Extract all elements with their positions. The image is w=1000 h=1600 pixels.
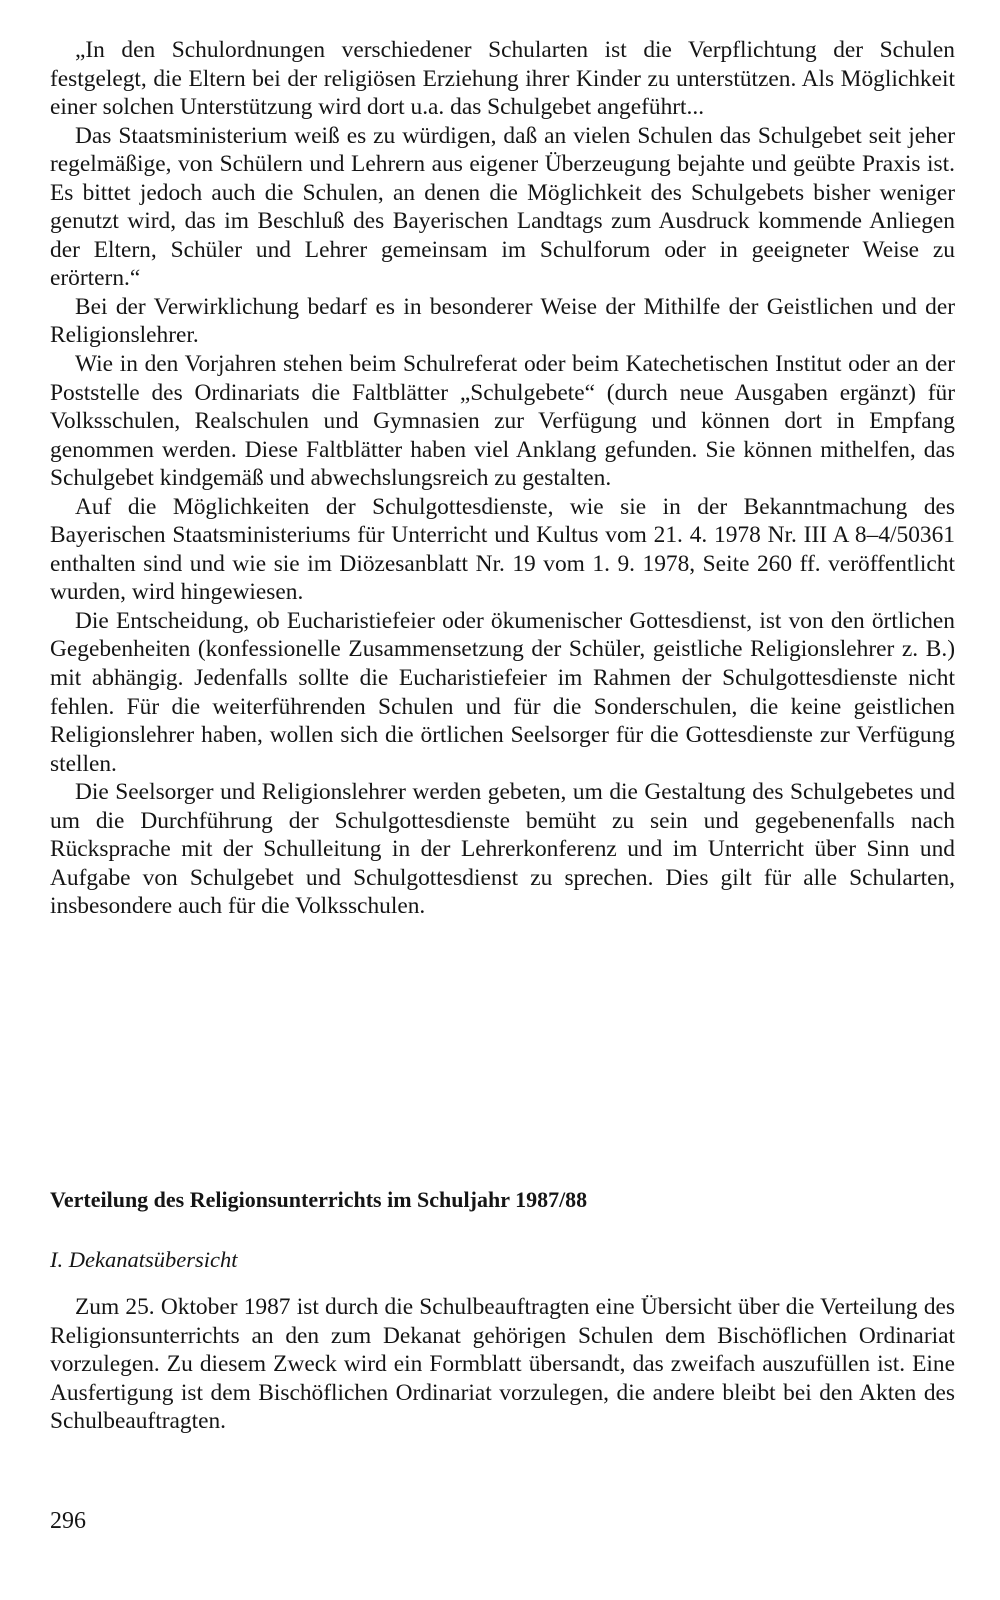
paragraph-mithilfe: Bei der Verwirklichung bedarf es in besonderer Weise der Mithilfe der Geistlichen und der Religionslehrer.: [50, 293, 955, 349]
paragraph-dekanatsuebersicht: Zum 25. Oktober 1987 ist durch die Schulbeauftragten eine Übersicht über die Verteilung des Religionsunterrichts an den zum Dekanat gehörigen Schulen dem Bischöflichen Ordinariat vorzulegen. Zu diesem Zweck wird ein Formblatt übersandt, das zweifach auszufüllen ist. Eine Ausfertigung ist dem Bischöflichen Ordinariat vorzulegen, die andere bleibt bei den Akten des Schulbeauftragten.: [50, 1294, 955, 1434]
paragraph-eucharistiefeier: Die Entscheidung, ob Eucharistiefeier oder ökumenischer Gottesdienst, ist von den örtlichen Gegebenheiten (konfessionelle Zusammensetzung der Schüler, geistliche Religionslehrer z. B.) mit abhängig. Jedenfalls sollte die Eucharistiefeier im Rahmen der Schulgottesdienste nicht fehlen. Für die weiterführenden Schulen und für die Sonderschulen, die keine geistlichen Religionslehrer haben, wollen sich die örtlichen Seelsorger für die Gottesdienste zur Verfügung stellen.: [50, 607, 955, 777]
subsection-heading: I. Dekanatsübersicht: [50, 1247, 238, 1272]
section-heading: Verteilung des Religionsunterrichts im Schuljahr 1987/88: [50, 1187, 588, 1212]
paragraph-staatsministerium: Das Staatsministerium weiß es zu würdigen, daß an vielen Schulen das Schulgebet seit jeher regelmäßige, von Schülern und Lehrern aus eigener Überzeugung bejahte und geübte Praxis ist. Es bittet jedoch auch die Schulen, an denen die Möglichkeit des Schulgebets bisher weniger genutzt wird, das im Beschluß des Bayerischen Landtags zum Ausdruck kommende Anliegen der Eltern, Schüler und Lehrer gemeinsam im Schulforum oder in geeigneter Weise zu erörtern.“: [50, 122, 955, 292]
paragraph-schulordnungen-quote: „In den Schulordnungen verschiedener Schularten ist die Verpflichtung der Schulen festgelegt, die Eltern bei der religiösen Erziehung ihrer Kinder zu unterstützen. Als Möglichkeit einer solchen Unterstützung wird dort u.a. das Schulgebet angeführt...: [50, 37, 955, 121]
section-text: [50, 1293, 955, 1436]
page-number: 296: [50, 1508, 86, 1534]
paragraph-faltblaetter: Wie in den Vorjahren stehen beim Schulreferat oder beim Katechetischen Institut oder an der Poststelle des Ordinariats die Faltblätter „Schulgebete“ (durch neue Ausgaben ergänzt) für Volksschulen, Realschulen und Gymnasien zur Verfügung und können dort in Empfang genommen werden. Diese Faltblätter haben viel Anklang gefunden. Sie können mithelfen, das Schulgebet kindgemäß und abwechslungsreich zu gestalten.: [50, 351, 955, 492]
body-text: [50, 36, 955, 921]
paragraph-schulgottesdienste: Auf die Möglichkeiten der Schulgottesdienste, wie sie in der Bekanntmachung des Bayerischen Staatsministeriums für Unterricht und Kultus vom 21. 4. 1978 Nr. III A 8–4/50361 enthalten sind und wie sie im Diözesanblatt Nr. 19 vom 1. 9. 1978, Seite 260 ff. veröffentlicht wurden, wird hingewiesen.: [50, 493, 955, 606]
paragraph-seelsorger: Die Seelsorger und Religionslehrer werden gebeten, um die Gestaltung des Schulgebetes und um die Durchführung der Schulgottesdienste bemüht zu sein und gegebenenfalls nach Rücksprache mit der Schulleitung in der Lehrerkonferenz und im Unterricht über Sinn und Aufgabe von Schulgebet und Schulgottesdienst zu sprechen. Dies gilt für alle Schularten, insbesondere auch für die Volksschulen.: [50, 779, 955, 920]
